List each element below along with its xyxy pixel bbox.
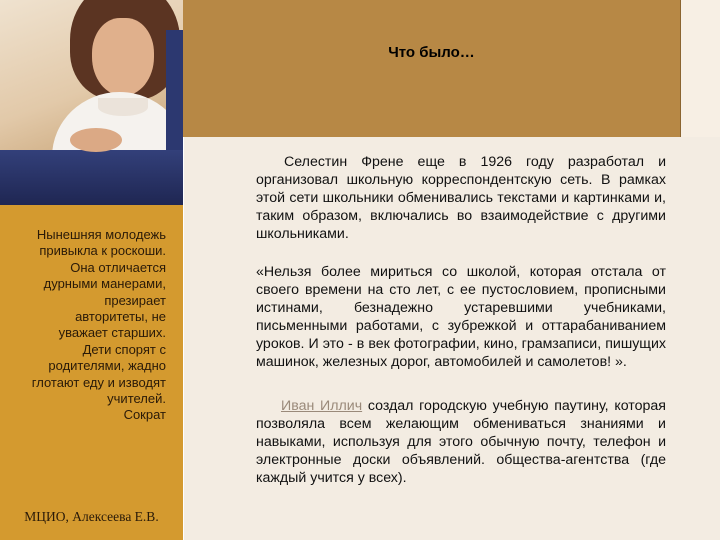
- photo-hand-shape: [70, 128, 122, 152]
- photo-girl-at-laptop: [0, 0, 183, 205]
- left-sidebar-panel: [0, 0, 184, 540]
- socrates-quote: Нынешняя молодежь привыкла к роскоши. Она отличается дурными манерами, презирает авторитеты, не уважает старших. Дети спорят с родителями, жадно глотают еду и изводят учителей. Сократ: [31, 227, 166, 423]
- photo-face-shape: [92, 18, 154, 96]
- page-title: Что было…: [388, 44, 475, 61]
- paragraph-illich: [256, 397, 666, 487]
- photo-laptop-shape: [0, 150, 183, 205]
- author-footer: МЦИО, Алексеева Е.В.: [24, 509, 159, 524]
- title-box: [183, 0, 681, 137]
- photo-screen-edge-shape: [166, 30, 183, 155]
- paragraph-quote-school: «Нельзя более мириться со школой, которая отстала от своего времени на сто лет, с ее пустословием, прописными истинами, безнадежно устаревшими учебниками, письменными работами, с зубрежкой и оттарабаниванием уроков. И это - в век фотографии, кино, грамзаписи, пишущих машинок, железных дорог, автомобилей и самолетов! ».: [256, 264, 666, 370]
- illich-paragraph-text: создал городскую учебную паутину, которая позволяла всем желающим обмениваться знаниями и навыками, используя для этого обычную почту, телефон и электронные доски объявлений. общества-агентства (где каждый учится у всех).: [256, 398, 666, 486]
- paragraph-frenet: Селестин Френе еще в 1926 году разработал и организовал школьную корреспондентскую сеть. В рамках этой сети школьники обменивались текстами и картинками и, таким образом, включались во взаимодействие с другими школьниками.: [256, 154, 666, 242]
- right-strip: [681, 0, 720, 137]
- illich-link[interactable]: Иван Иллич: [281, 398, 363, 414]
- photo-collar-shape: [98, 98, 148, 116]
